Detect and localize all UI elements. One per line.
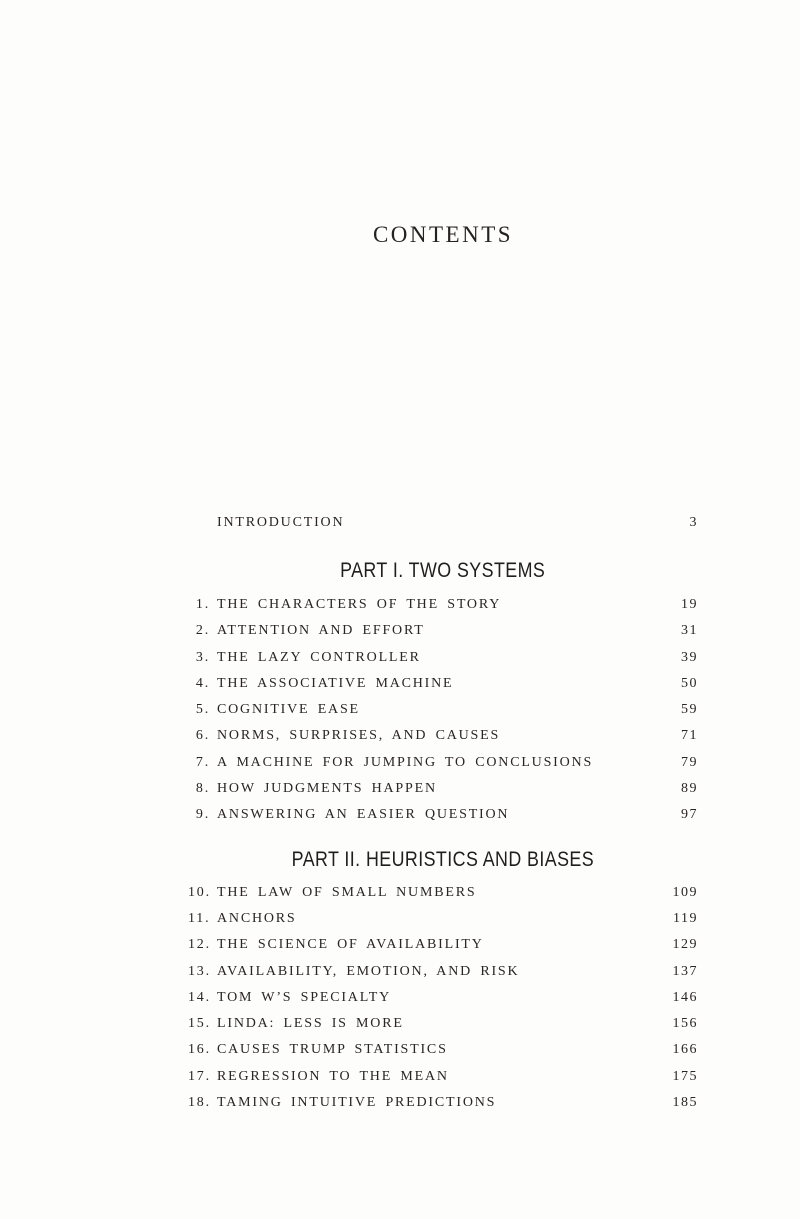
chapter-number: 10. — [188, 884, 211, 900]
chapter-number: 9. — [195, 807, 210, 823]
page-number: 166 — [672, 1042, 698, 1058]
page-number: 175 — [672, 1068, 698, 1084]
chapter-title: REGRESSION TO THE MEAN — [217, 1068, 449, 1084]
toc-entry — [188, 671, 698, 697]
toc-entry — [188, 697, 698, 723]
chapter-number: 7. — [195, 754, 210, 770]
chapter-number: 16. — [188, 1042, 211, 1058]
page-number: 39 — [681, 649, 698, 665]
chapter-number: 2. — [195, 623, 210, 639]
toc-entry — [188, 1037, 698, 1063]
toc-entry — [188, 959, 698, 985]
table-of-contents — [188, 512, 698, 1116]
page-number: 71 — [681, 728, 698, 744]
chapter-number: 1. — [195, 597, 210, 612]
page-number: 129 — [672, 937, 698, 953]
page-number: 59 — [681, 702, 698, 718]
chapter-title: THE ASSOCIATIVE MACHINE — [217, 675, 454, 691]
toc-entry — [188, 1011, 698, 1037]
chapter-title: ANSWERING AN EASIER QUESTION — [217, 807, 510, 823]
toc-entry — [188, 906, 698, 932]
part-1-heading-text: PART I. TWO SYSTEMS — [340, 559, 546, 582]
toc-entry — [188, 1064, 698, 1090]
chapter-title: NORMS, SURPRISES, AND CAUSES — [217, 728, 501, 744]
toc-entry — [188, 618, 698, 644]
page-number: 3 — [689, 515, 698, 530]
toc-entry — [188, 932, 698, 958]
chapter-title: A MACHINE FOR JUMPING TO CONCLUSIONS — [217, 754, 594, 770]
page-number: 89 — [681, 781, 698, 797]
toc-entry — [188, 776, 698, 802]
chapter-title: CAUSES TRUMP STATISTICS — [217, 1042, 448, 1058]
chapter-title: TAMING INTUITIVE PREDICTIONS — [217, 1095, 497, 1111]
toc-entry — [188, 645, 698, 671]
chapter-number: 14. — [188, 989, 211, 1005]
toc-entry — [188, 1090, 698, 1116]
chapter-title: LINDA: LESS IS MORE — [217, 1016, 404, 1032]
toc-entry — [188, 802, 698, 828]
part-2-chapter-list — [188, 880, 698, 1117]
page-number: 185 — [672, 1095, 698, 1111]
chapter-title: ATTENTION AND EFFORT — [217, 623, 425, 639]
toc-entry — [188, 750, 698, 776]
chapter-number: 12. — [188, 937, 211, 953]
page-number: 119 — [673, 910, 698, 926]
chapter-title: TOM W’S SPECIALTY — [217, 989, 392, 1005]
page-number: 97 — [681, 807, 698, 823]
chapter-number: 4. — [195, 675, 210, 691]
page-number: 31 — [681, 623, 698, 639]
toc-entry — [188, 592, 698, 618]
chapter-number: 8. — [195, 781, 210, 797]
chapter-number: 13. — [188, 963, 211, 979]
page-number: 50 — [681, 675, 698, 691]
page-title: CONTENTS — [372, 222, 514, 247]
chapter-title: THE CHARACTERS OF THE STORY — [217, 597, 502, 612]
chapter-title: THE LAW OF SMALL NUMBERS — [217, 884, 477, 900]
chapter-title: THE SCIENCE OF AVAILABILITY — [217, 937, 484, 953]
part-1-chapter-list — [188, 592, 698, 829]
part-2-heading-text: PART II. HEURISTICS AND BIASES — [291, 847, 595, 871]
chapter-number: 3. — [195, 649, 210, 665]
part-2-heading — [188, 847, 698, 873]
chapter-number: 11. — [188, 910, 211, 926]
chapter-title: ANCHORS — [217, 910, 297, 926]
part-1-heading — [188, 558, 698, 584]
page-number: 19 — [681, 597, 698, 612]
chapter-number: 17. — [188, 1068, 211, 1084]
chapter-number: 5. — [195, 702, 210, 718]
chapter-title: THE LAZY CONTROLLER — [217, 649, 421, 665]
chapter-number: 15. — [188, 1016, 211, 1032]
chapter-number: 18. — [188, 1095, 211, 1111]
page-number: 109 — [672, 884, 698, 900]
chapter-title: AVAILABILITY, EMOTION, AND RISK — [217, 963, 520, 979]
chapter-title: HOW JUDGMENTS HAPPEN — [217, 781, 437, 797]
page-number: 146 — [672, 989, 698, 1005]
toc-entry — [188, 880, 698, 906]
chapter-title: COGNITIVE EASE — [217, 702, 360, 718]
chapter-number: 6. — [195, 728, 210, 744]
page-number: 156 — [672, 1016, 698, 1032]
toc-entry — [188, 723, 698, 749]
chapter-title: INTRODUCTION — [217, 515, 345, 530]
toc-entry — [188, 985, 698, 1011]
page-number: 137 — [672, 963, 698, 979]
page-number: 79 — [681, 754, 698, 770]
toc-entry-introduction — [188, 512, 698, 534]
